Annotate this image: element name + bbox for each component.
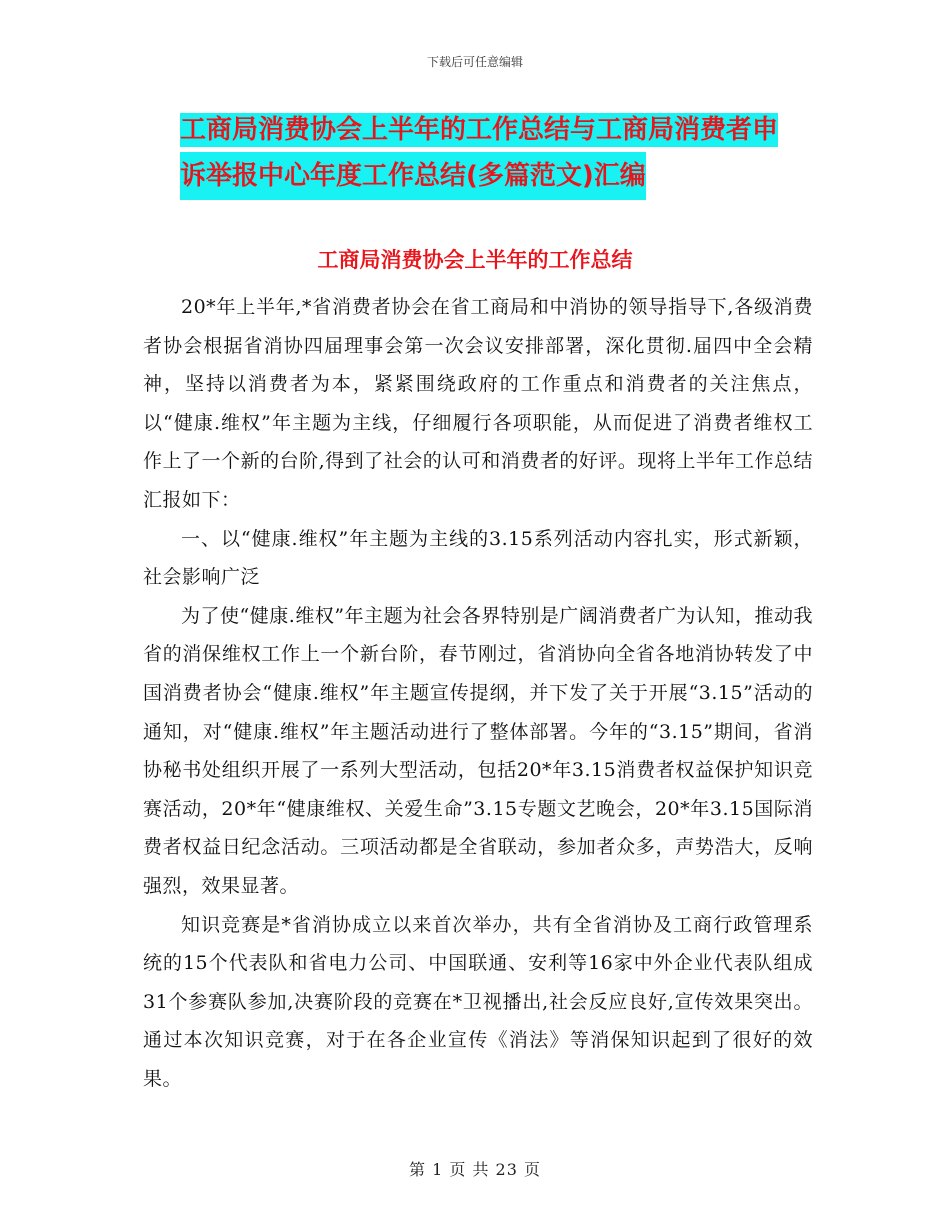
paragraph-competition: 知识竞赛是*省消协成立以来首次举办，共有全省消协及工商行政管理系统的15个代表队和省电力公司、中国联通、安利等16家中外企业代表队组成31个参赛队参加,决赛阶段的竞赛在*卫视播出,社会反应良好,宣传效果突出。通过本次知识竞赛，对于在各企业宣传《消法》等消保知识起到了很好的效果。	[143, 913, 813, 1090]
page-number: 第 1 页 共 23 页	[409, 1160, 541, 1179]
document-title	[180, 108, 820, 200]
document-body	[143, 288, 813, 1098]
section-heading: 工商局消费协会上半年的工作总结	[317, 248, 633, 272]
paragraph-activities: 为了使“健康.维权”年主题为社会各界特别是广阔消费者广为认知，推动我省的消保维权工作上一个新台阶，春节刚过，省消协向全省各地消协转发了中国消费者协会“健康.维权”年主题宣传提纲，并下发了关于开展“3.15”活动的通知，对“健康.维权”年主题活动进行了整体部署。今年的“3.15”期间，省消协秘书处组织开展了一系列大型活动，包括20*年3.15消费者权益保护知识竞赛活动，20*年“健康维权、关爱生命”3.15专题文艺晚会，20*年3.15国际消费者权益日纪念活动。三项活动都是全省联动，参加者众多，声势浩大，反响强烈，效果显著。	[143, 604, 813, 897]
document-title-line-2: 诉举报中心年度工作总结(多篇范文)汇编	[180, 152, 646, 200]
header-note: 下载后可任意编辑	[426, 55, 523, 69]
document-title-line-1: 工商局消费协会上半年的工作总结与工商局消费者申	[180, 115, 779, 145]
paragraph-intro: 20*年上半年,*省消费者协会在省工商局和中消协的领导指导下,各级消费者协会根据省消协四届理事会第一次会议安排部署，深化贯彻.届四中全会精神，坚持以消费者为本，紧紧围绕政府的工作重点和消费者的关注焦点，以“健康.维权”年主题为主线，仔细履行各项职能，从而促进了消费者维权工作上了一个新的台阶,得到了社会的认可和消费者的好评。现将上半年工作总结汇报如下：	[143, 296, 813, 511]
paragraph-heading-one: 一、以“健康.维权”年主题为主线的3.15系列活动内容扎实，形式新颖，社会影响广泛	[143, 527, 813, 589]
